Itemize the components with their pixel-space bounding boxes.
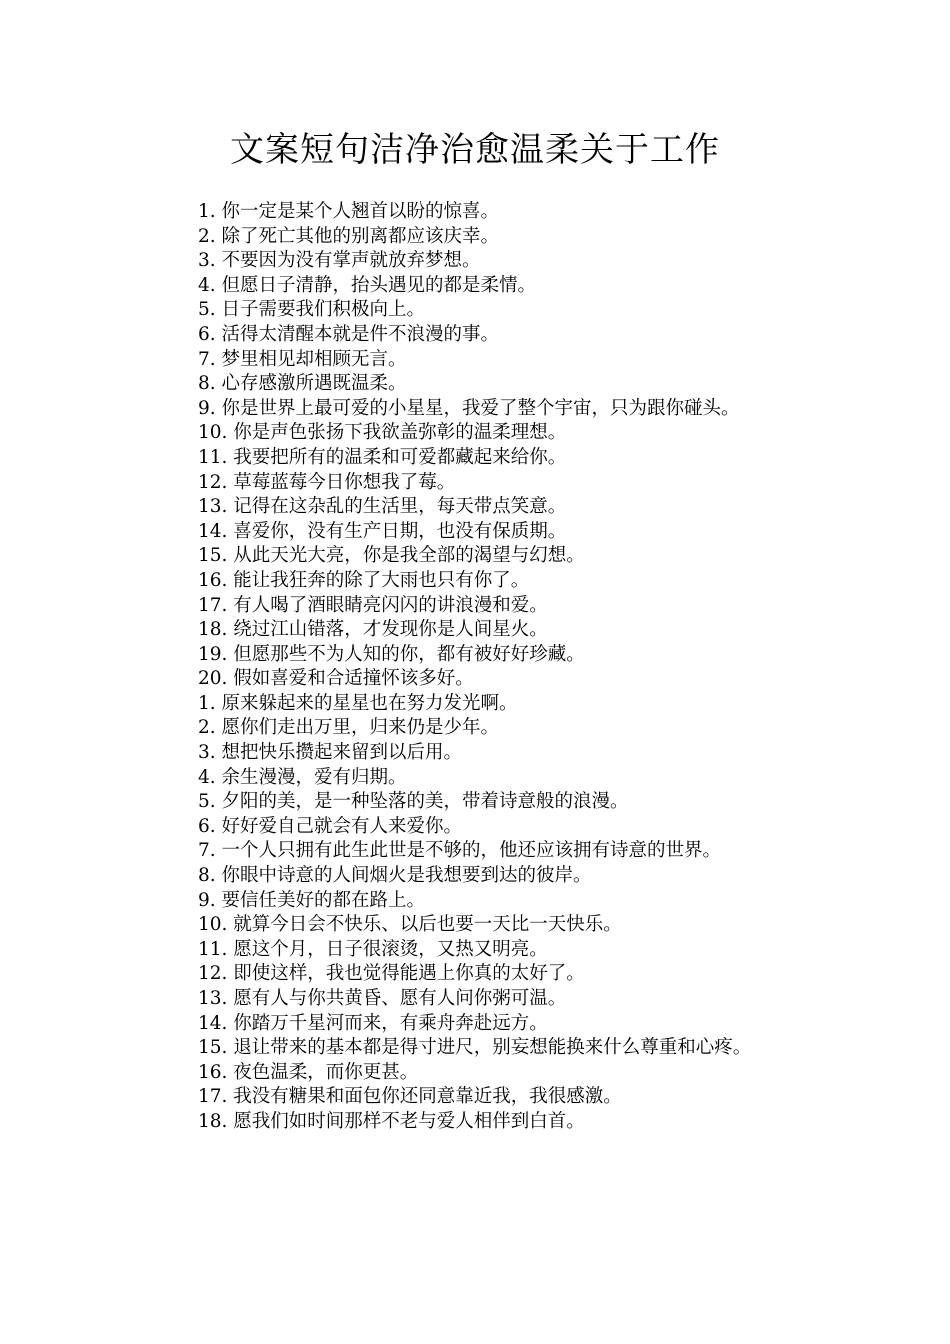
list-item: 5. 日子需要我们积极向上。 — [198, 299, 426, 321]
list-item: 9. 你是世界上最可爱的小星星，我爱了整个宇宙，只为跟你碰头。 — [198, 397, 740, 419]
list-item: 10. 就算今日会不快乐、以后也要一天比一天快乐。 — [198, 914, 622, 936]
page-title: 文案短句洁净治愈温柔关于工作 — [230, 130, 720, 170]
list-item: 3. 想把快乐攒起来留到以后用。 — [198, 742, 463, 764]
list-item: 2. 除了死亡其他的别离都应该庆幸。 — [198, 225, 500, 247]
list-item: 8. 心存感激所遇既温柔。 — [198, 373, 407, 395]
list-item: 13. 记得在这杂乱的生活里，每天带点笑意。 — [198, 496, 567, 518]
list-item: 16. 夜色温柔，而你更甚。 — [198, 1061, 419, 1083]
list-item: 15. 退让带来的基本都是得寸进尺，别妄想能换来什么尊重和心疼。 — [198, 1037, 752, 1059]
list-item: 20. 假如喜爱和合适撞怀该多好。 — [198, 668, 474, 690]
list-item: 7. 一个人只拥有此生此世是不够的，他还应该拥有诗意的世界。 — [198, 840, 722, 862]
list-item: 17. 我没有糖果和面包你还同意靠近我，我很感激。 — [198, 1086, 622, 1108]
list-item: 6. 好好爱自己就会有人来爱你。 — [198, 815, 463, 837]
list-item: 7. 梦里相见却相顾无言。 — [198, 348, 407, 370]
list-item: 10. 你是声色张扬下我欲盖弥彰的温柔理想。 — [198, 422, 567, 444]
list-item: 14. 你踏万千星河而来，有乘舟奔赴远方。 — [198, 1012, 548, 1034]
list-item: 17. 有人喝了酒眼睛亮闪闪的讲浪漫和爱。 — [198, 594, 548, 616]
list-item: 19. 但愿那些不为人知的你，都有被好好珍藏。 — [198, 643, 585, 665]
list-item: 11. 愿这个月，日子很滚烫，又热又明亮。 — [198, 938, 548, 960]
list-item: 8. 你眼中诗意的人间烟火是我想要到达的彼岸。 — [198, 865, 592, 887]
list-item: 12. 草莓蓝莓今日你想我了莓。 — [198, 471, 456, 493]
list-item: 11. 我要把所有的温柔和可爱都藏起来给你。 — [198, 446, 567, 468]
list-item: 12. 即使这样，我也觉得能遇上你真的太好了。 — [198, 963, 585, 985]
list-item: 1. 原来躲起来的星星也在努力发光啊。 — [198, 692, 518, 714]
list-item: 18. 愿我们如时间那样不老与爱人相伴到白首。 — [198, 1110, 585, 1132]
list-item: 16. 能让我狂奔的除了大雨也只有你了。 — [198, 569, 530, 591]
list-item: 6. 活得太清醒本就是件不浪漫的事。 — [198, 323, 500, 345]
list-item: 9. 要信任美好的都在路上。 — [198, 889, 426, 911]
list-item: 18. 绕过江山错落，才发现你是人间星火。 — [198, 619, 548, 641]
quote-list — [143, 200, 810, 1135]
list-item: 5. 夕阳的美，是一种坠落的美，带着诗意般的浪漫。 — [198, 791, 629, 813]
list-item: 4. 但愿日子清静，抬头遇见的都是柔情。 — [198, 274, 537, 296]
list-item: 1. 你一定是某个人翘首以盼的惊喜。 — [198, 201, 500, 222]
list-item: 2. 愿你们走出万里，归来仍是少年。 — [198, 717, 500, 739]
list-item: 13. 愿有人与你共黄昏、愿有人问你粥可温。 — [198, 988, 567, 1009]
list-item: 15. 从此天光大亮，你是我全部的渴望与幻想。 — [198, 545, 585, 567]
list-item: 14. 喜爱你，没有生产日期，也没有保质期。 — [198, 520, 567, 542]
list-item: 4. 余生漫漫，爱有归期。 — [198, 766, 407, 788]
list-item: 3. 不要因为没有掌声就放弃梦想。 — [198, 250, 481, 272]
